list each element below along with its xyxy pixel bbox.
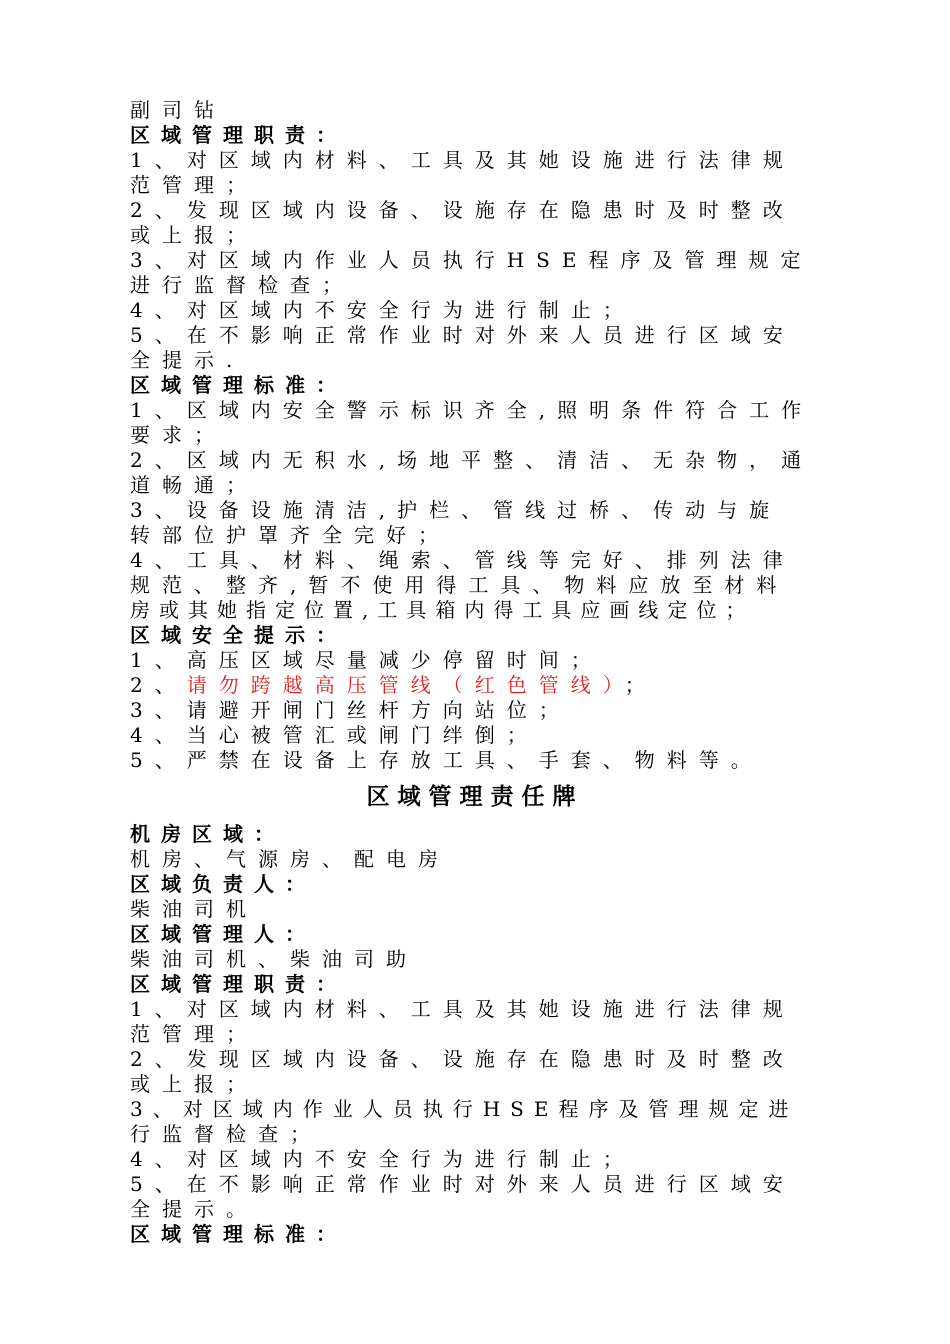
standards-heading: 区域管理标准： <box>130 373 347 397</box>
standards-heading: 区域管理标准： <box>130 1222 347 1246</box>
duty-line: 全提示。 <box>130 1197 258 1221</box>
duty-line: 3、对区域内作业人员执行HSE程序及管理规定进 <box>130 1097 799 1121</box>
duty-line: 或上报； <box>130 223 258 247</box>
duty-line: 4、对区域内不安全行为进行制止； <box>130 1147 635 1171</box>
tip-line-highlight <box>130 673 820 698</box>
page-title: 区域管理责任牌 <box>366 784 584 810</box>
duty-line: 5、在不影响正常作业时对外来人员进行区域安 <box>130 1172 795 1196</box>
area-value: 机房、气源房、配电房 <box>130 847 450 871</box>
role-name: 副司钻 <box>130 98 226 122</box>
tip-warning-red: 请勿跨越高压管线（红色管线） <box>186 673 625 697</box>
standard-line: 房或其她指定位置,工具箱内得工具应画线定位； <box>130 598 755 622</box>
duty-line: 1、对区域内材料、工具及其她设施进行法律规 <box>130 148 795 172</box>
duty-line: 3、对区域内作业人员执行HSE程序及管理规定 <box>130 248 813 272</box>
tip-number: 2、 <box>130 673 187 697</box>
standard-line: 2、区域内无积水,场地平整、清洁、无杂物，通 <box>130 448 814 472</box>
duty-line: 进行监督检查； <box>130 273 354 297</box>
owner-heading: 区域负责人： <box>130 872 316 896</box>
tip-line: 4、当心被管汇或闸门绊倒； <box>130 723 539 747</box>
tips-heading: 区域安全提示： <box>130 623 347 647</box>
area-heading: 机房区域： <box>130 822 285 846</box>
owner-value: 柴油司机 <box>130 897 258 921</box>
duty-line: 2、发现区域内设备、设施存在隐患时及时整改 <box>130 198 795 222</box>
duty-line: 或上报； <box>130 1072 258 1096</box>
duty-line: 5、在不影响正常作业时对外来人员进行区域安 <box>130 323 795 347</box>
tip-line: 5、严禁在设备上存放工具、手套、物料等。 <box>130 748 763 772</box>
duties-heading: 区域管理职责： <box>130 123 347 147</box>
duty-line: 1、对区域内材料、工具及其她设施进行法律规 <box>130 997 795 1021</box>
manager-value: 柴油司机、柴油司助 <box>130 947 418 971</box>
tip-suffix: ； <box>624 673 657 697</box>
standard-line: 转部位护罩齐全完好； <box>130 523 450 547</box>
standard-line: 规范、整齐,暂不使用得工具、物料应放至材料 <box>130 573 789 597</box>
duty-line: 4、对区域内不安全行为进行制止； <box>130 298 635 322</box>
standard-line: 要求； <box>130 423 226 447</box>
standard-line: 道畅通； <box>130 473 258 497</box>
manager-heading: 区域管理人： <box>130 922 316 946</box>
standard-line: 1、区域内安全警示标识齐全,照明条件符合工作 <box>130 398 814 422</box>
tip-line: 3、请避开闸门丝杆方向站位； <box>130 698 571 722</box>
duties-heading: 区域管理职责： <box>130 972 347 996</box>
duty-line: 全提示. <box>130 348 245 372</box>
standard-line: 4、工具、材料、绳索、管线等完好、排列法律 <box>130 548 795 572</box>
duty-line: 范管理； <box>130 1022 258 1046</box>
duty-line: 范管理； <box>130 173 258 197</box>
tip-line: 1、高压区域尽量减少停留时间； <box>130 648 603 672</box>
duty-line: 2、发现区域内设备、设施存在隐患时及时整改 <box>130 1047 795 1071</box>
standard-line: 3、设备设施清洁,护栏、管线过桥、传动与旋 <box>130 498 782 522</box>
duty-line: 行监督检查； <box>130 1122 322 1146</box>
